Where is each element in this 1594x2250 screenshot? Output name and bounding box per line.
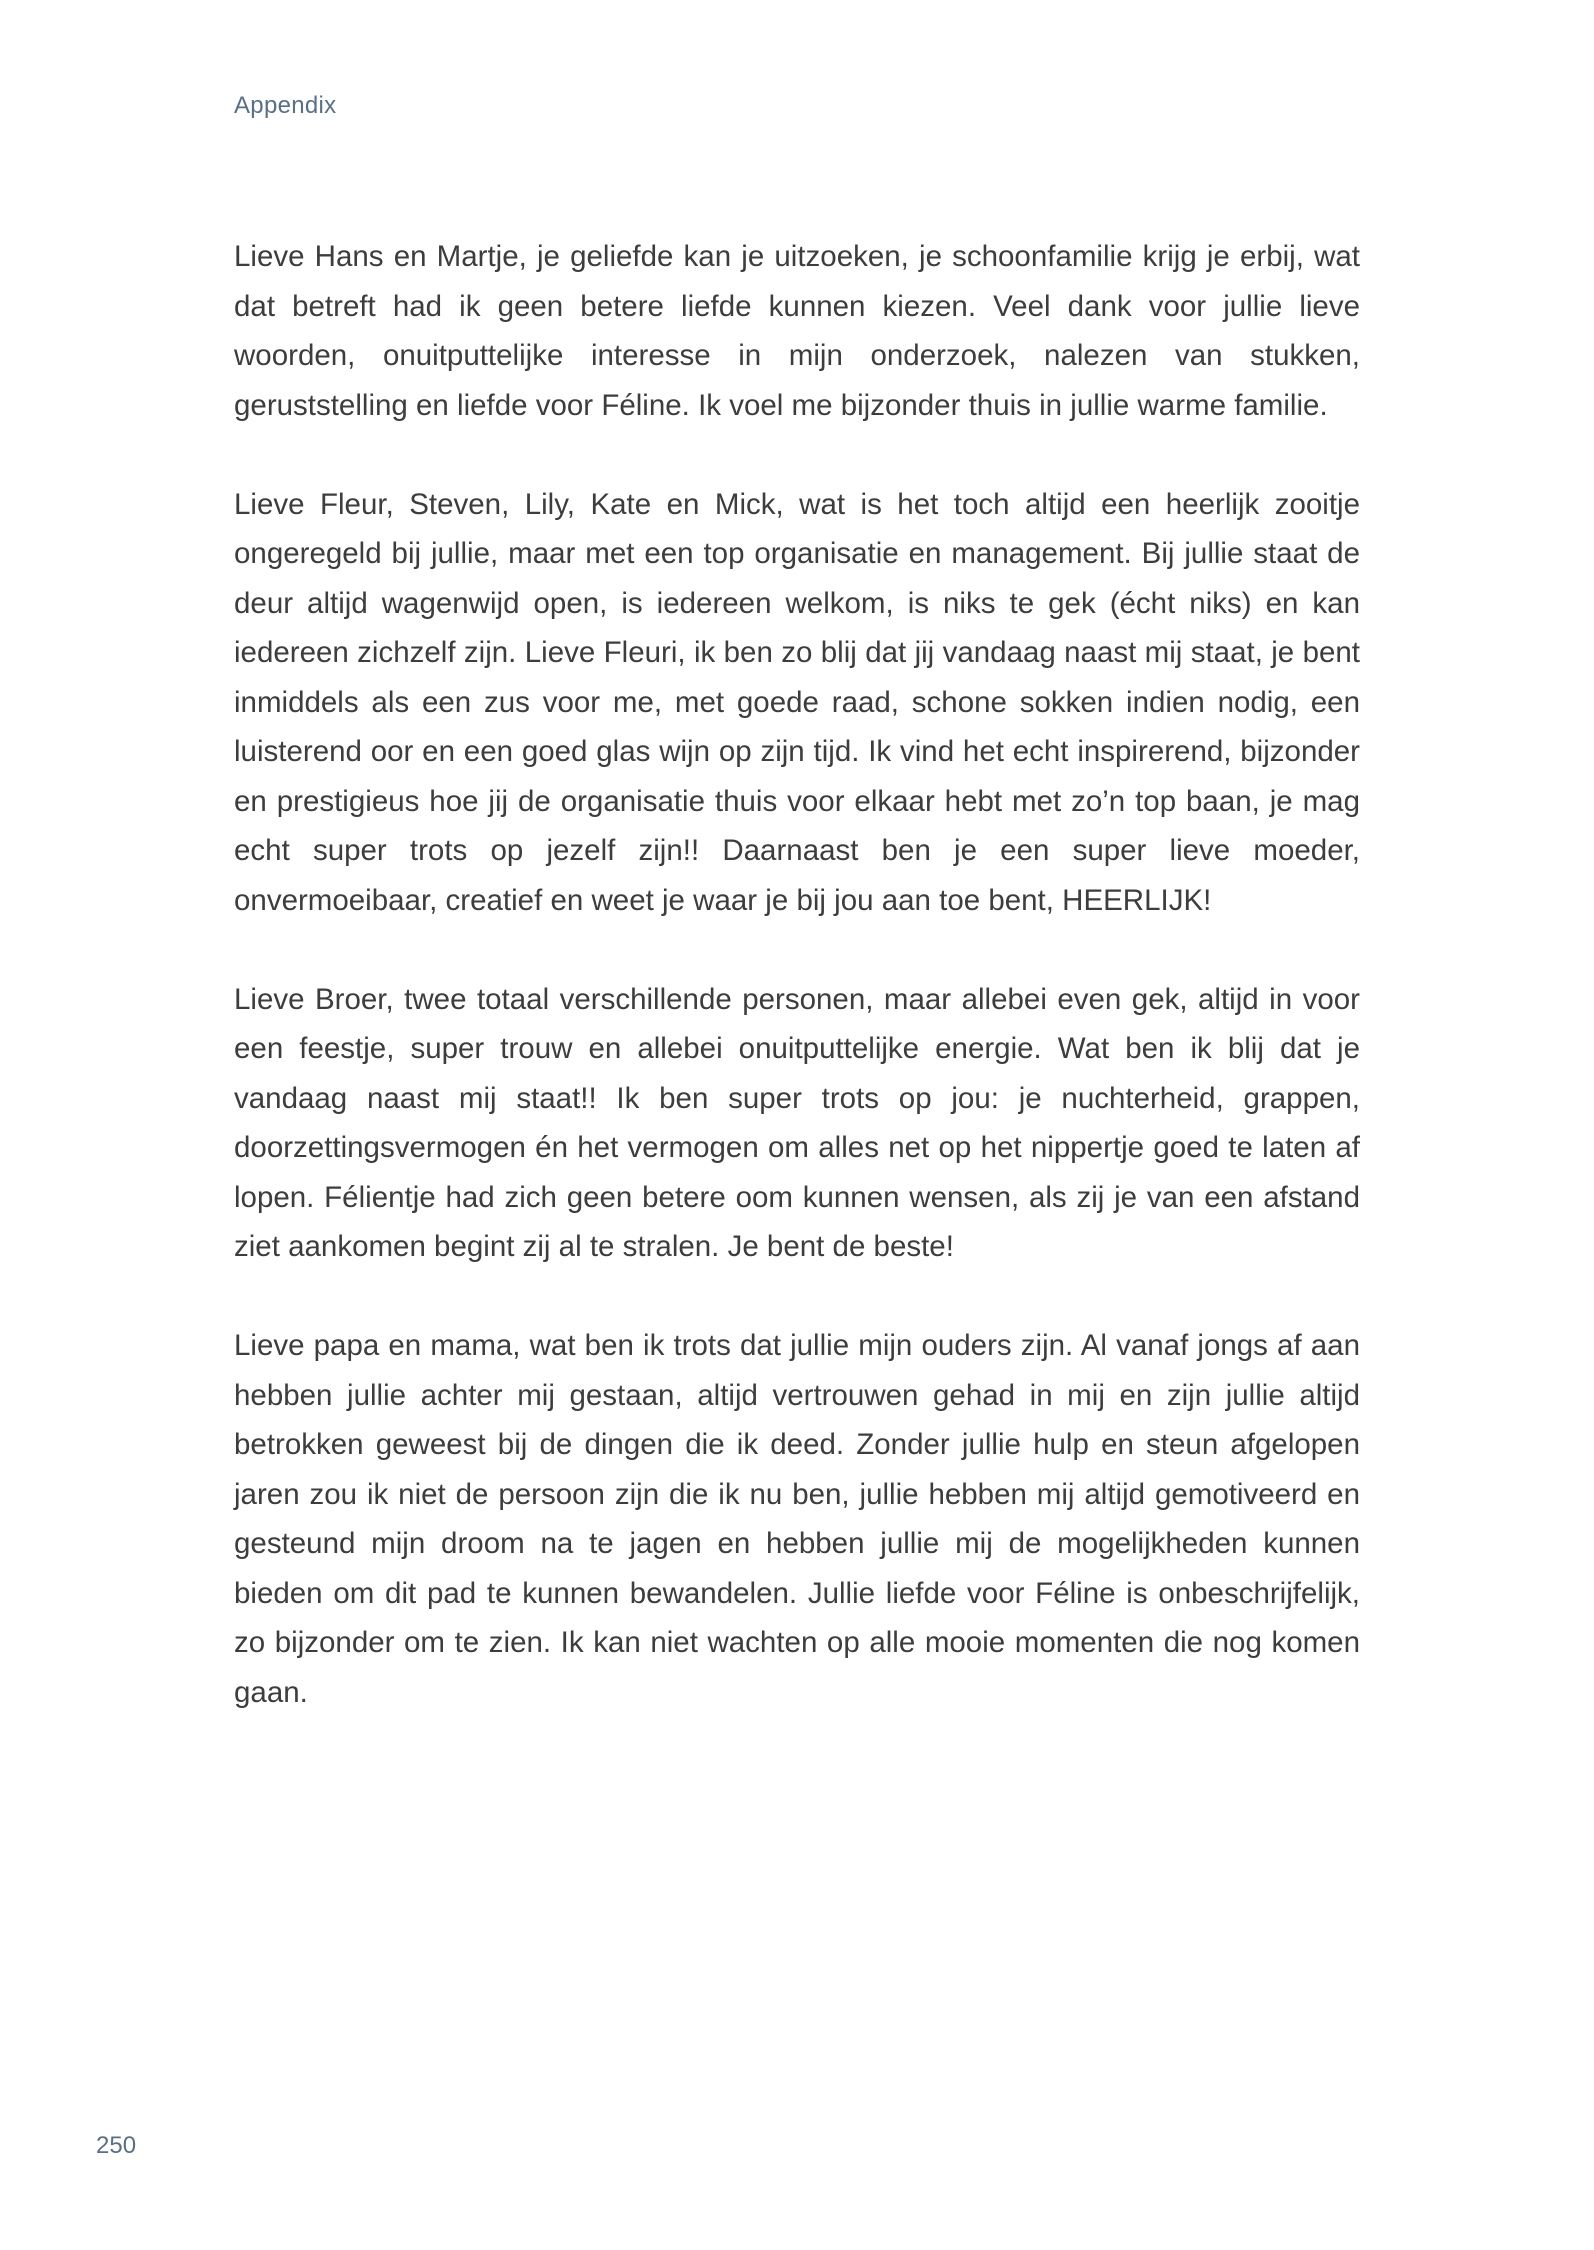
paragraph-parents: Lieve papa en mama, wat ben ik trots dat jullie mijn ouders zijn. Al vanaf jongs af aan hebben jullie achter mij gestaan, altijd vertrouwen gehad in mij en zijn jullie altijd betrokken geweest bij de dingen die ik deed. Zonder jullie hulp en steun afgelopen jaren zou ik niet de persoon zijn die ik nu ben, jullie hebben mij altijd gemotiveerd en gesteund mijn droom na te jagen en hebben jullie mij de mogelijkheden kunnen bieden om dit pad te kunnen bewandelen. Jullie liefde voor Féline is onbeschrijfelijk, zo bijzonder om te zien. Ik kan niet wachten op alle mooie momenten die nog komen gaan.	[234, 1329, 1360, 1709]
page-number: 250	[96, 2132, 137, 2159]
body-text	[234, 232, 1360, 1767]
paragraph-brother: Lieve Broer, twee totaal verschillende personen, maar allebei even gek, altijd in voor een feestje, super trouw en allebei onuitputtelijke energie. Wat ben ik blij dat je vandaag naast mij staat!! Ik ben super trots op jou: je nuchterheid, grappen, doorzettingsvermogen én het vermogen om alles net op het nippertje goed te laten af lopen. Félientje had zich geen betere oom kunnen wensen, als zij je van een afstand ziet aankomen begint zij al te stralen. Je bent de beste!	[234, 982, 1360, 1263]
paragraph-in-laws: Lieve Hans en Martje, je geliefde kan je uitzoeken, je schoonfamilie krijg je erbij, wat dat betreft had ik geen betere liefde kunnen kiezen. Veel dank voor jullie lieve woorden, onuitputtelijke interesse in mijn onderzoek, nalezen van stukken, geruststelling en liefde voor Féline. Ik voel me bijzonder thuis in jullie warme familie.	[234, 240, 1360, 422]
running-header: Appendix	[234, 92, 337, 119]
paragraph-fleur-family: Lieve Fleur, Steven, Lily, Kate en Mick, wat is het toch altijd een heerlijk zooitje ongeregeld bij jullie, maar met een top organisatie en management. Bij jullie staat de deur altijd wagenwijd open, is iedereen welkom, is niks te gek (écht niks) en kan iedereen zichzelf zijn. Lieve Fleuri, ik ben zo blij dat jij vandaag naast mij staat, je bent inmiddels als een zus voor me, met goede raad, schone sokken indien nodig, een luisterend oor en een goed glas wijn op zijn tijd. Ik vind het echt inspirerend, bijzonder en prestigieus hoe jij de organisatie thuis voor elkaar hebt met zo’n top baan, je mag echt super trots op jezelf zijn!! Daarnaast ben je een super lieve moeder, onvermoeibaar, creatief en weet je waar je bij jou aan toe bent, HEERLIJK!	[234, 487, 1360, 917]
